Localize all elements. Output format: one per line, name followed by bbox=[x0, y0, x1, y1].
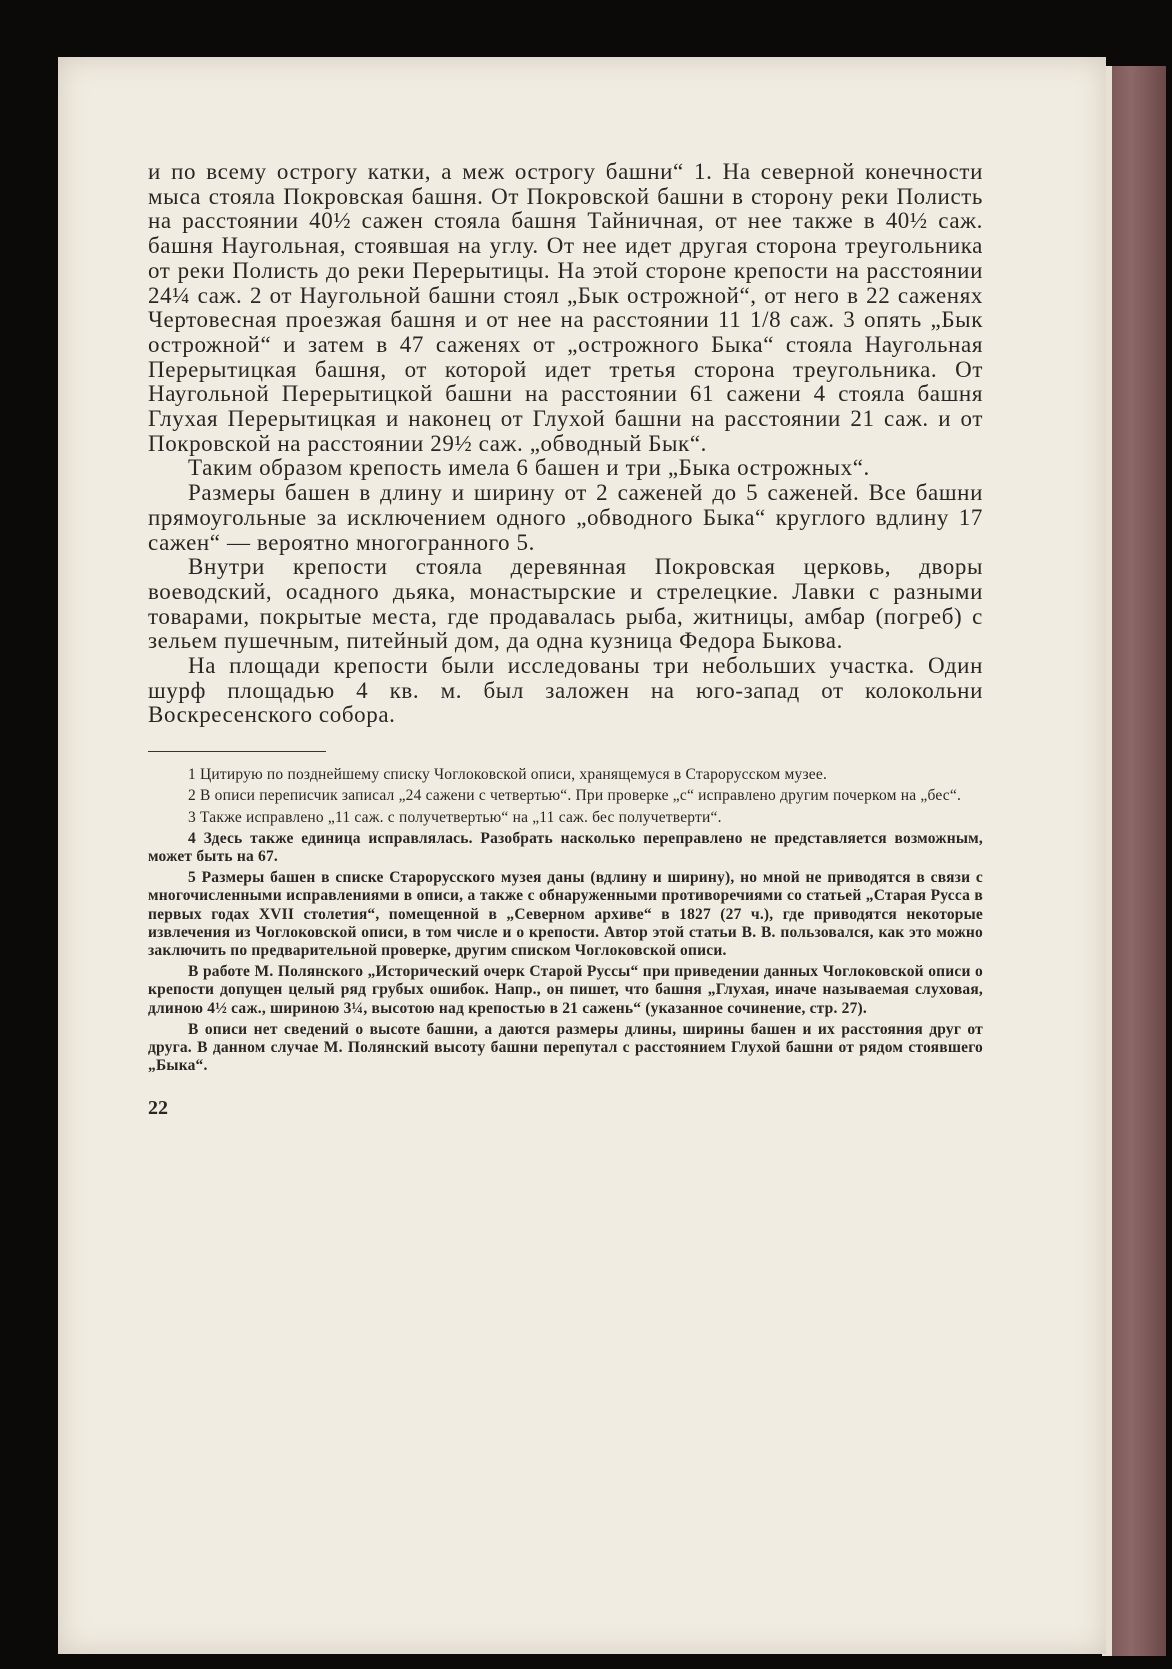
footnote-5: 5 Размеры башен в списке Старорусского музея даны (вдлину и ширину), но мной не приводятся в связи с многочисленными исправлениями в описи, а также с обнаруженными противоречиями со статьей „Старая Русса в первых годах XVII столетия“, помещенной в „Северном архиве“ в 1827 (27 ч.), где приводятся некоторые извлечения из Чоглоковской описи, в том числе и о крепости. Автор этой статьи В. В. пользовался, как это можно заключить по предварительной проверке, другим списком Чоглоковской описи. bbox=[148, 869, 983, 959]
footnote-5-continued-1: В работе М. Полянского „Исторический очерк Старой Руссы“ при приведении данных Чоглоковской описи о крепости допущен целый ряд грубых ошибок. Напр., он пишет, что башня „Глухая, иначе называемая слуховая, длиною 4½ саж., шириною 3¼, высотою над крепостью в 21 сажень“ (указанное сочинение, стр. 27). bbox=[148, 963, 983, 1017]
paragraph-2: Таким образом крепость имела 6 башен и три „Быка острожных“. bbox=[188, 455, 870, 481]
main-text bbox=[148, 160, 983, 728]
footnote-4: 4 Здесь также единица исправлялась. Разобрать насколько переправлено не представляется возможным, может быть на 67. bbox=[148, 829, 983, 865]
footnote-3: 3 Также исправлено „11 саж. с получетвертью“ на „11 саж. бес получетверти“. bbox=[188, 808, 722, 826]
footnote-2: 2 В описи переписчик записал „24 сажени с четвертью“. При проверке „с“ исправлено другим почерком на „бес“. bbox=[188, 787, 962, 805]
paragraph-1: и по всему острогу катки, а меж острогу башни“ 1. На северной конечности мыса стояла Покровская башня. От Покровской башни в сторону реки Полисть на расстоянии 40½ сажен стояла башня Тайничная, от нее также в 40½ саж. башня Наугольная, стоявшая на углу. От нее идет другая сторона треугольника от реки Полисть до реки Перерытицы. На этой стороне крепости на расстоянии 24¼ саж. 2 от Наугольной башни стоял „Бык острожной“, от него в 22 саженях Чертовесная проезжая башня и от нее на расстоянии 11 1/8 саж. 3 опять „Бык острожной“ и затем в 47 саженях от „острожного Быка“ стояла Наугольная Перерытицкая башня, от которой идет третья сторона треугольника. От Наугольной Перерытицкой башни на расстоянии 61 сажени 4 стояла башня Глухая Перерытицкая и наконец от Глухой башни на расстоянии 21 саж. и от Покровской на расстоянии 29½ саж. „обводный Бык“. bbox=[148, 159, 983, 456]
paragraph-3: Размеры башен в длину и ширину от 2 саженей до 5 саженей. Все башни прямоугольные за исключением одного „обводного Быка“ круглого вдлину 17 сажен“ — вероятно многогранного 5. bbox=[148, 480, 983, 555]
page-number: 22 bbox=[148, 1097, 168, 1120]
paragraph-5: На площади крепости были исследованы три небольших участка. Один шурф площадью 4 кв. м. был заложен на юго-запад от колокольни Воскресенского собора. bbox=[148, 653, 983, 728]
book-spine bbox=[1108, 66, 1166, 1656]
footnote-1: 1 Цитирую по позднейшему списку Чоглоковской описи, хранящемуся в Старорусском музее. bbox=[188, 766, 828, 784]
footnote-5-continued-2: В описи нет сведений о высоте башни, а даются размеры длины, ширины башен и их расстояния друг от друга. В данном случае М. Полянский высоту башни перепутал с расстоянием Глухой башни от рядом стоявшего „Быка“. bbox=[148, 1020, 983, 1075]
page-text bbox=[148, 160, 983, 1120]
paragraph-4: Внутри крепости стояла деревянная Покровская церковь, дворы воеводский, осадного дьяка, монастырские и стрелецкие. Лавки с разными товарами, покрытые места, где продавалась рыба, житницы, амбар (погреб) с зельем пушечным, питейный дом, да одна кузница Федора Быкова. bbox=[148, 554, 983, 654]
footnote-divider bbox=[148, 751, 326, 752]
footnotes bbox=[148, 766, 983, 1075]
